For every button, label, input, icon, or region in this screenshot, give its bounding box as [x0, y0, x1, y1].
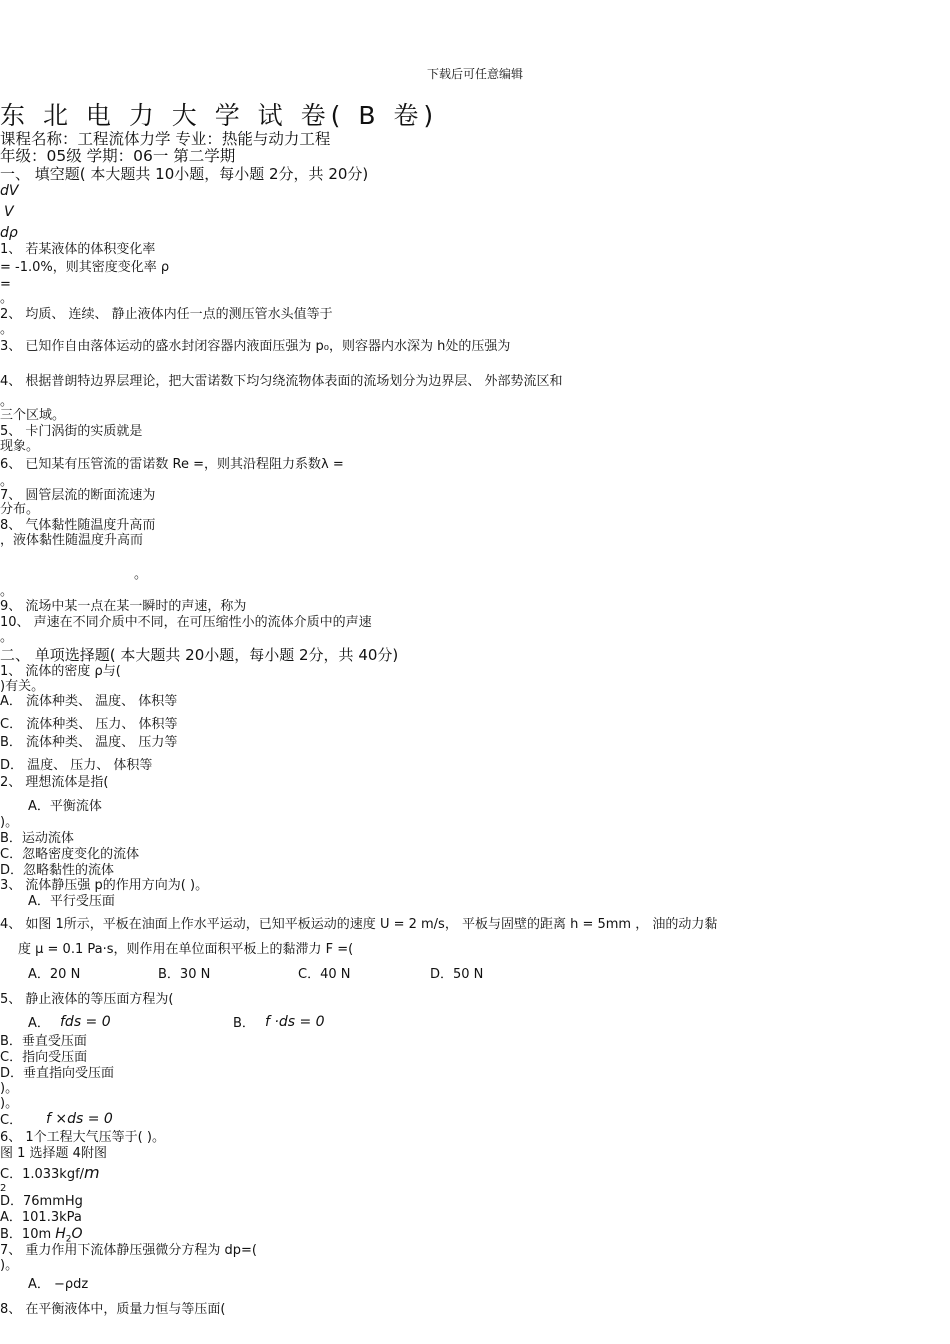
s2q4-option-d: D．50 N [430, 967, 484, 982]
s2q5-c-expr: f ×ds = 0 [46, 1111, 113, 1127]
q6-text: 6、 已知某有压管流的雷诺数 Re =，则其沿程阻力系数λ = [0, 457, 344, 472]
s2q2-option-a: A．平衡流体 [28, 799, 102, 814]
s2q4-option-c: C．40 N [298, 967, 351, 982]
s2q1-option-d: D． 温度、 压力、 体积等 [0, 758, 153, 773]
s2q1-option-b: B． 流体种类、 温度、 压力等 [0, 735, 178, 750]
s2q4-option-b: B．30 N [158, 967, 211, 982]
s2q4-stem2: 度 μ = 0.1 Pa·s，则作用在单位面积平板上的黏滞力 F =( [18, 942, 354, 957]
s2q5-b-label: B． [233, 1016, 255, 1031]
s2q5-c2: C．指向受压面 [0, 1050, 88, 1065]
s2q4-option-a: A．20 N [28, 967, 81, 982]
q2-end: 。 [0, 322, 14, 337]
s2q6-option-b-text: B．10m [0, 1227, 56, 1242]
q10-text: 10、 声速在不同介质中不同，在可压缩性小的流体介质中的声速 [0, 615, 372, 630]
s2q7-paren: )。 [0, 1258, 19, 1273]
s2q5-a-label: A． [28, 1016, 50, 1031]
q1-line2: = -1.0%，则其密度变化率 ρ [0, 260, 170, 275]
q4-cont: 三个区域。 [0, 408, 66, 423]
s2q3-option-a: A．平行受压面 [28, 894, 115, 909]
s2q5-c-label: C． [0, 1113, 23, 1128]
q5-text: 5、 卡门涡街的实质就是 [0, 424, 143, 439]
s2q8-stem: 8、 在平衡液体中，质量力恒与等压面( [0, 1302, 226, 1317]
s2q6-option-b-sub: 2 [65, 1234, 72, 1245]
s2q2-option-b: B．运动流体 [0, 831, 74, 846]
s2q2-option-c: C．忽略密度变化的流体 [0, 847, 140, 862]
s2q1-option-a: A． 流体种类、 温度、 体积等 [0, 694, 178, 709]
s2q7-stem: 7、 重力作用下流体静压强微分方程为 dp=( [0, 1243, 258, 1258]
s2q6-option-b-unit: H [55, 1226, 66, 1242]
s2q5-b2: B．垂直受压面 [0, 1034, 87, 1049]
course-line: 课程名称：工程流体力学 专业：热能与动力工程 [0, 130, 331, 148]
s2q5-stem: 5、 静止液体的等压面方程为( [0, 992, 174, 1007]
q4-text: 4、 根据普朗特边界层理论，把大雷诺数下均匀绕流物体表面的流场划分为边界层、 外部势流区和 [0, 374, 563, 389]
q3-text: 3、 已知作自由落体运动的盛水封闭容器内液面压强为 p₀，则容器内水深为 h处的压强为 [0, 339, 511, 354]
figure-caption: 图 1 选择题 4附图 [0, 1146, 107, 1161]
s2q6-option-c-text: C．1.033kgf/ [0, 1167, 85, 1182]
s2q5-paren2: )。 [0, 1096, 19, 1111]
q8-end: 。 [0, 584, 14, 599]
s2q1-stem-end: )有关。 [0, 679, 45, 694]
header-note: 下载后可任意编辑 [426, 67, 523, 81]
s2q2-option-d: D．忽略黏性的流体 [0, 863, 115, 878]
section1-heading: 一、 填空题( 本大题共 10小题，每小题 2分，共 20分) [0, 165, 369, 183]
q2-text: 2、 均质、 连续、 静止液体内任一点的测压管水头值等于 [0, 307, 333, 322]
q7-text: 7、 圆管层流的断面流速为 [0, 488, 156, 503]
s2q6-option-d: D．76mmHg [0, 1194, 83, 1209]
q1-line3: = [0, 277, 11, 292]
q1-v: V [4, 204, 14, 220]
grade-line: 年级：05级 学期：06一 第二学期 [0, 147, 236, 165]
q5-cont: 现象。 [0, 439, 40, 454]
s2q6-stem: 6、 1个工程大气压等于( )。 [0, 1130, 165, 1145]
s2q5-b-expr: f ·ds = 0 [265, 1014, 325, 1030]
s2q2-stem: 2、 理想流体是指( [0, 775, 109, 790]
s2q1-stem: 1、 流体的密度 ρ与( [0, 664, 121, 679]
s2q6-option-a: A．101.3kPa [0, 1210, 82, 1225]
q8-text: 8、 气体黏性随温度升高而 [0, 518, 156, 533]
s2q2-paren: )。 [0, 815, 19, 830]
s2q7-option-a: A． −ρdz [28, 1277, 89, 1292]
s2q5-paren1: )。 [0, 1081, 19, 1096]
q1-line1: 1、 若某液体的体积变化率 [0, 242, 156, 257]
q1-drho: dρ [0, 225, 18, 241]
q8-mid: 。 [134, 567, 148, 582]
q1-dv: dV [0, 183, 19, 199]
s2q6-option-c [0, 1165, 100, 1182]
s2q1-option-c: C． 流体种类、 压力、 体积等 [0, 717, 178, 732]
s2q5-d2: D．垂直指向受压面 [0, 1066, 115, 1081]
s2q6-option-b-unit2: O [71, 1226, 83, 1242]
s2q6-option-c-unit: m [84, 1163, 100, 1182]
q6-end: 。 [0, 474, 14, 489]
s2q3-stem: 3、 流体静压强 p的作用方向为( )。 [0, 878, 209, 893]
q10-end: 。 [0, 630, 14, 645]
q4-end: 。 [0, 394, 14, 409]
s2q6-option-c-sup: 2 [0, 1183, 7, 1194]
q1-end: 。 [0, 291, 14, 306]
q9-text: 9、 流场中某一点在某一瞬时的声速，称为 [0, 599, 247, 614]
s2q4-stem: 4、 如图 1所示，平板在油面上作水平运动，已知平板运动的速度 U = 2 m/s， 平板与固壁的距离 h = 5mm ， 油的动力黏 [0, 917, 718, 932]
exam-title: 东 北 电 力 大 学 试 卷( B 卷) [0, 101, 439, 130]
s2q5-a-expr: fds = 0 [60, 1014, 111, 1030]
q7-cont: 分布。 [0, 502, 40, 517]
section2-heading: 二、 单项选择题( 本大题共 20小题，每小题 2分，共 40分) [0, 646, 399, 664]
q8-cont: ，液体黏性随温度升高而 [0, 533, 144, 548]
